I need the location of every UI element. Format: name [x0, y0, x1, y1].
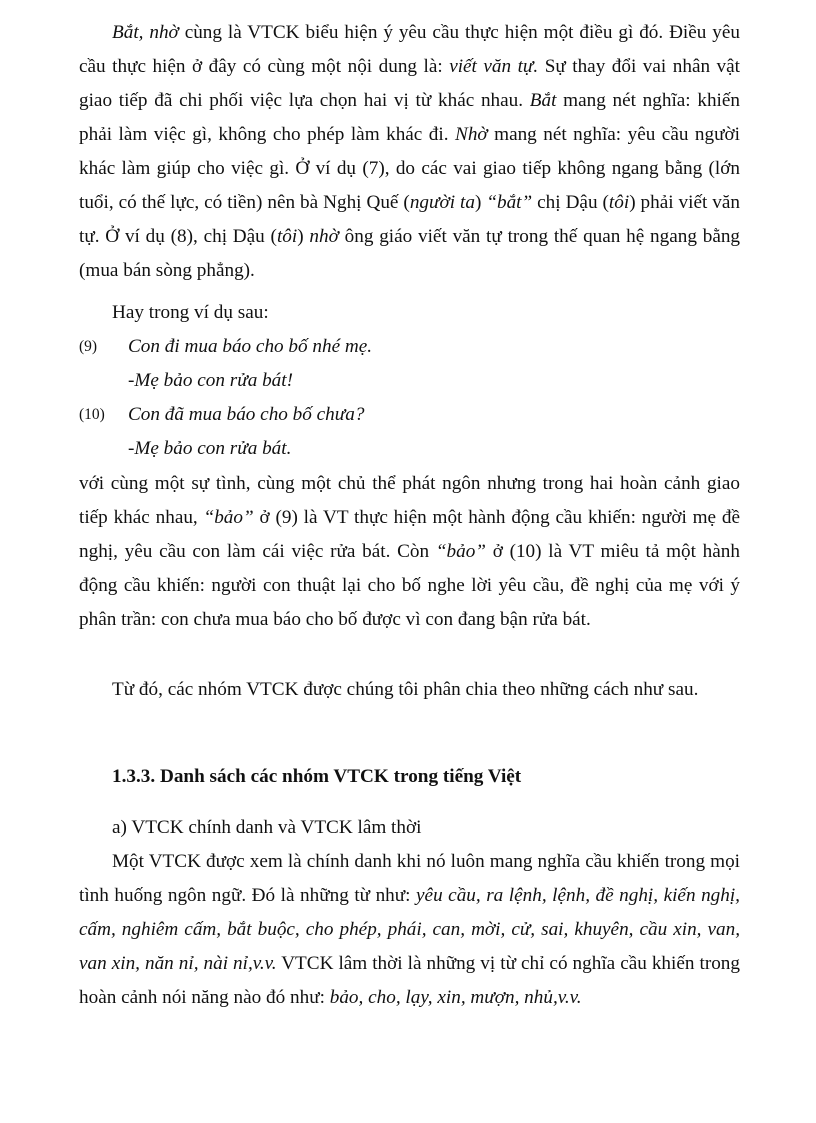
- text-run: chị Dậu (: [532, 192, 609, 213]
- text-run: ông giáo viết văn tự trong thế quan hệ ngang bằng (mua bán sòng phẳng).: [79, 226, 741, 281]
- italic-text: Nhờ: [455, 124, 488, 145]
- paragraph-analysis: [79, 467, 740, 637]
- text-run: mang nét nghĩa: yêu cầu người khác làm giúp cho việc gì. Ở ví dụ (7), do các vai giao tiếp không ngang bằng (lớn tuổi, có thế lực, có tiền) nên bà Nghị Quế (: [79, 124, 740, 213]
- italic-text: Bắt: [529, 90, 557, 111]
- example-line: Con đã mua báo cho bố chưa?: [128, 404, 365, 425]
- text-run: Một VTCK được xem là chính danh khi nó luôn mang nghĩa cầu khiến trong mọi tình huống ngôn ngữ. Đó là những từ như:: [79, 851, 740, 906]
- italic-text: yêu cầu, ra lệnh, lệnh, đề nghị, kiến nghị, cấm, nghiêm cấm, bắt buộc, cho phép, phái, can, mời, cử, sai, khuyên, cầu xin, van, van xin, năn nỉ, nài nỉ,v.v.: [79, 885, 740, 974]
- text-run: ở (10) là VT miêu tả một hành động cầu khiến: người con thuật lại cho bố nghe lời yêu cầu, đề nghị của mẹ với ý phân trần: con chưa mua báo cho bố được vì con đang bận rửa bát.: [79, 541, 740, 630]
- example-line: Con đi mua báo cho bố nhé mẹ.: [128, 336, 373, 357]
- text-run: ) phải viết văn tự. Ở ví dụ (8), chị Dậu (: [79, 192, 741, 247]
- example-reply: -Mẹ bảo con rửa bát.: [128, 438, 292, 459]
- example-number: (9): [79, 338, 98, 355]
- paragraph-example-intro: Hay trong ví dụ sau:: [112, 302, 269, 323]
- italic-text: “bắt”: [486, 192, 533, 213]
- italic-text: “bảo”: [435, 541, 486, 562]
- text-run: ở (9) là VT thực hiện một hành động cầu khiến: người mẹ đề nghị, yêu cầu con làm cái việc rửa bát. Còn: [79, 507, 740, 562]
- text-run: cùng là VTCK biểu hiện ý yêu cầu thực hiện một điều gì đó. Điều yêu cầu thực hiện ở đây có cùng một nội dung là:: [79, 22, 740, 77]
- section-heading: 1.3.3. Danh sách các nhóm VTCK trong tiếng Việt: [112, 766, 522, 787]
- text-run: mang nét nghĩa: khiến phải làm việc gì, không cho phép làm khác đi.: [79, 90, 740, 145]
- subsection-heading: a) VTCK chính danh và VTCK lâm thời: [112, 817, 422, 838]
- italic-text: người ta: [409, 192, 475, 213]
- text-run: với cùng một sự tình, cùng một chủ thể phát ngôn nhưng trong hai hoàn cảnh giao tiếp khác nhau,: [79, 473, 740, 528]
- italic-text: tôi: [276, 226, 298, 247]
- text-run: VTCK lâm thời là những vị từ chỉ có nghĩa cầu khiến trong hoàn cảnh nói năng nào đó như:: [79, 953, 740, 1008]
- italic-text: Bắt, nhờ: [112, 22, 179, 43]
- italic-text: “bảo”: [203, 507, 254, 528]
- text-run: ): [474, 192, 487, 213]
- paragraph-definitions: [79, 845, 740, 1015]
- example-number: (10): [79, 406, 105, 423]
- italic-text: bảo, cho, lạy, xin, mượn, nhủ,v.v.: [329, 987, 582, 1008]
- italic-text: nhờ: [309, 226, 339, 247]
- example-reply: -Mẹ bảo con rửa bát!: [128, 370, 293, 391]
- italic-text: viết văn tự.: [449, 56, 539, 77]
- italic-text: tôi: [608, 192, 630, 213]
- paragraph-conclusion: Từ đó, các nhóm VTCK được chúng tôi phân chia theo những cách như sau.: [112, 679, 699, 700]
- text-run: Sự thay đổi vai nhân vật giao tiếp đã chi phối việc lựa chọn hai vị từ khác nhau.: [79, 56, 740, 111]
- text-run: ): [297, 226, 310, 247]
- paragraph-bat-nho: [79, 16, 740, 288]
